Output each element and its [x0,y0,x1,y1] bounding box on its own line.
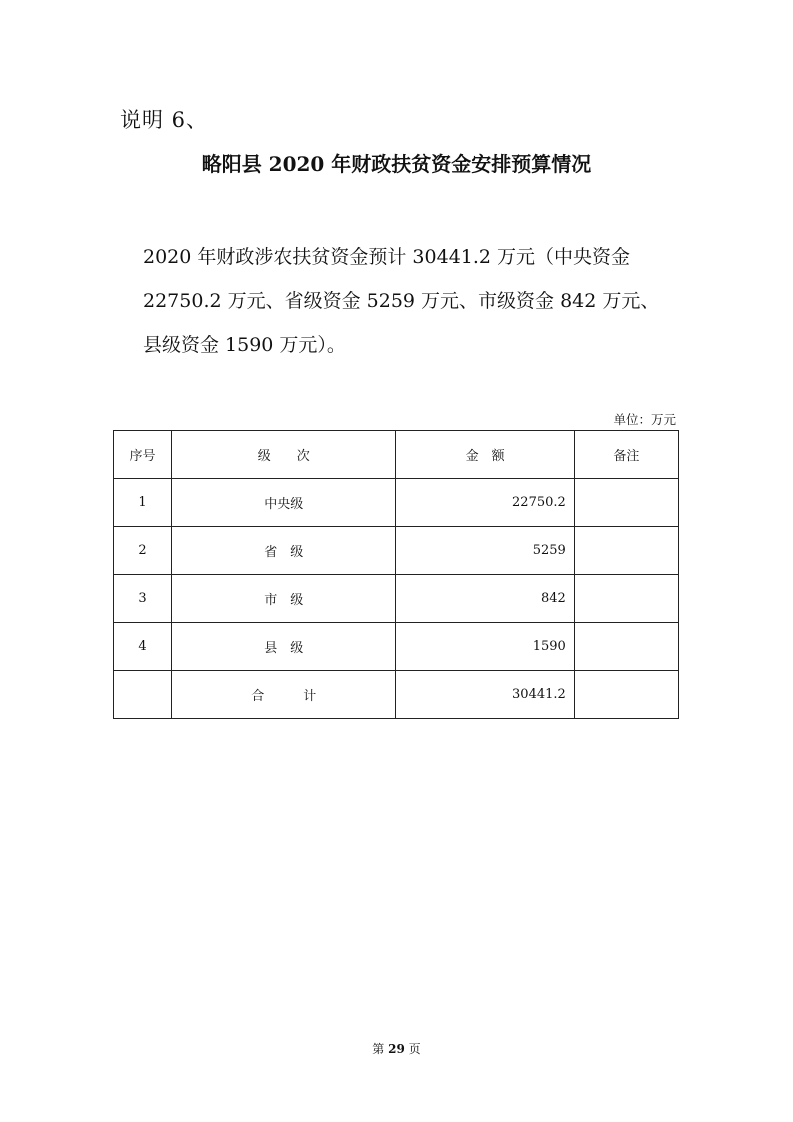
cell-remark [574,671,678,719]
table-row [114,527,679,575]
budget-table [113,430,679,719]
table-total-row [114,671,679,719]
paragraph-line-3: 县级资金 1590 万元）。 [143,334,346,356]
cell-level: 县 级 [172,623,396,671]
cell-amount: 1590 [396,623,574,671]
footer-prefix: 第 [372,1042,385,1056]
cell-amount: 842 [396,575,574,623]
table-row [114,575,679,623]
table-header-row [114,431,679,479]
cell-remark [574,575,678,623]
table-row [114,479,679,527]
header-level: 级 次 [172,431,396,479]
page-number: 29 [388,1042,405,1056]
body-paragraph [143,235,683,367]
table-row [114,623,679,671]
document-title: 略阳县 2020 年财政扶贫资金安排预算情况 [201,152,592,176]
cell-seq: 4 [114,623,172,671]
cell-amount: 30441.2 [396,671,574,719]
cell-seq [114,671,172,719]
cell-remark [574,527,678,575]
cell-seq: 3 [114,575,172,623]
paragraph-line-2: 22750.2 万元、省级资金 5259 万元、市级资金 842 万元、 [143,290,660,312]
page-footer [0,1040,793,1057]
unit-label: 单位：万元 [613,412,676,427]
footer-suffix: 页 [408,1042,421,1056]
cell-remark [574,623,678,671]
cell-seq: 1 [114,479,172,527]
cell-level: 省 级 [172,527,396,575]
cell-level: 市 级 [172,575,396,623]
header-seq: 序号 [114,431,172,479]
cell-seq: 2 [114,527,172,575]
cell-amount: 22750.2 [396,479,574,527]
cell-remark [574,479,678,527]
cell-amount: 5259 [396,527,574,575]
header-remark: 备注 [574,431,678,479]
note-label: 说明 6、 [120,108,209,132]
cell-level: 合 计 [172,671,396,719]
header-amount: 金 额 [396,431,574,479]
cell-level: 中央级 [172,479,396,527]
paragraph-line-1: 2020 年财政涉农扶贫资金预计 30441.2 万元（中央资金 [143,246,631,268]
